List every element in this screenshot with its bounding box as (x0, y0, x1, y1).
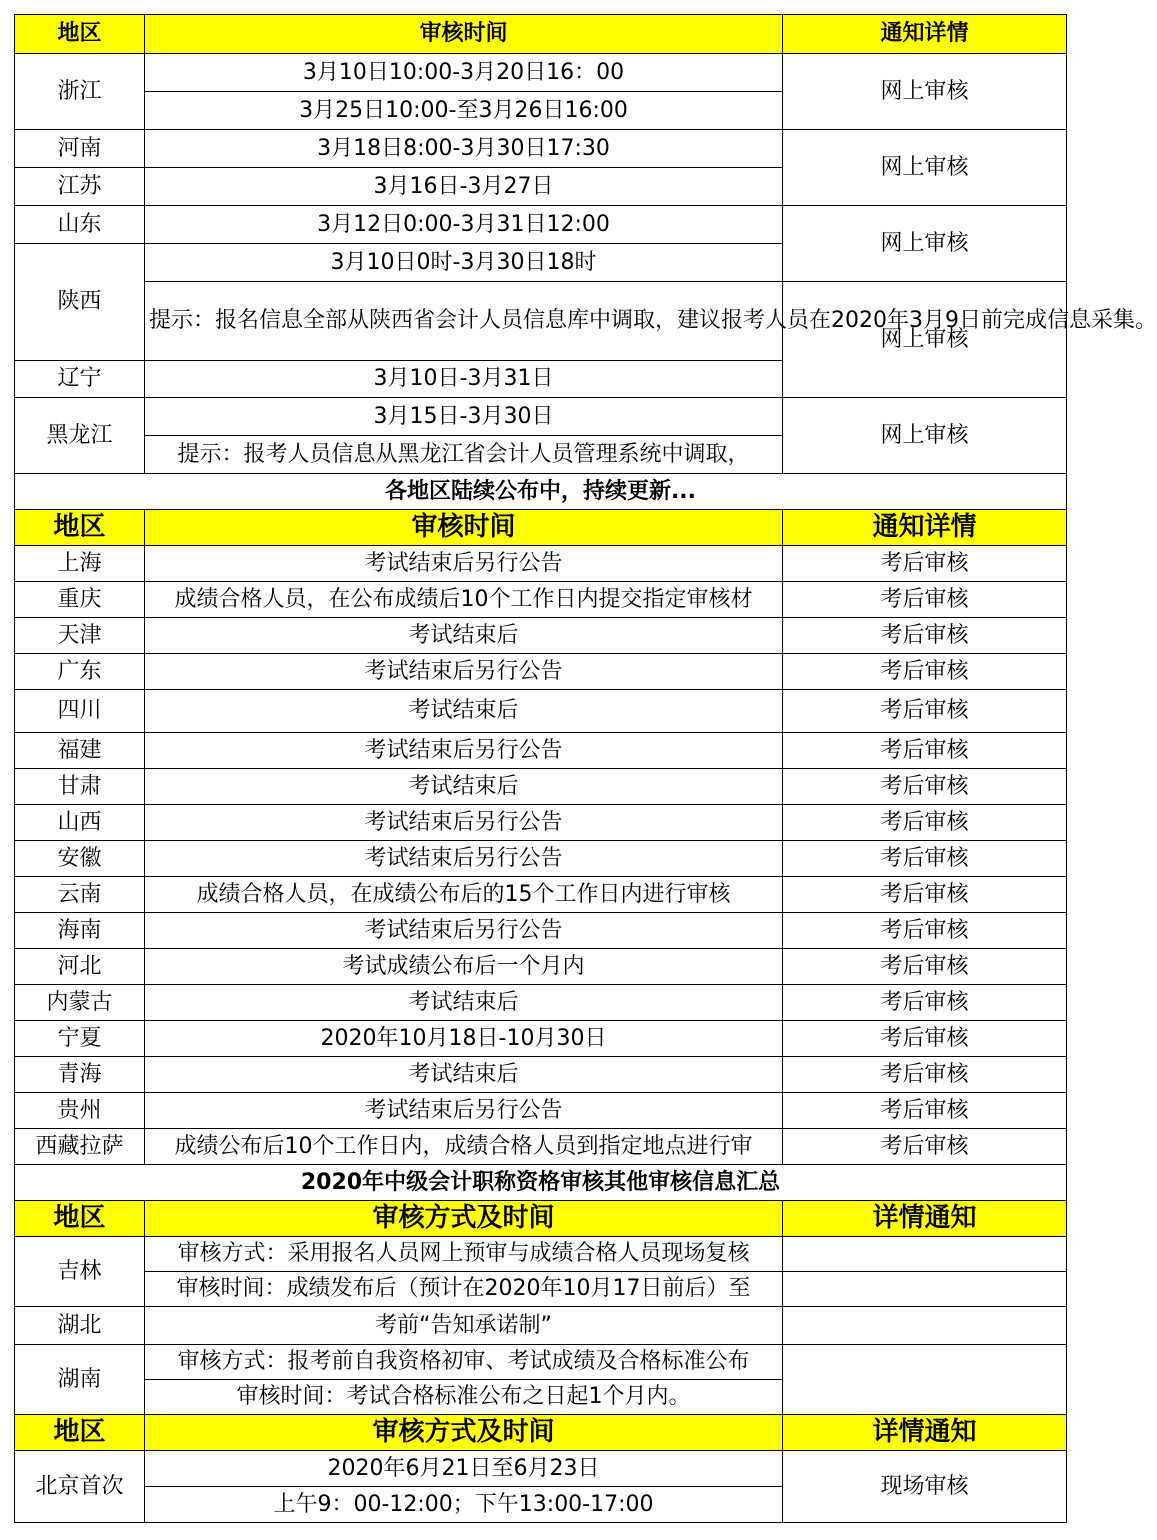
region-cell: 辽宁 (15, 361, 145, 398)
col-header-region: 地区 (15, 15, 145, 54)
notice-cell: 考后审核 (783, 949, 1067, 985)
table-row (15, 1093, 1067, 1129)
region-cell: 福建 (15, 733, 145, 769)
tip-cell: 提示：报名信息全部从陕西省会计人员信息库中调取，建议报考人员在2020年3月9日前完成信息采集。 (145, 282, 783, 361)
region-cell: 贵州 (15, 1093, 145, 1129)
notice-cell: 网上审核 (783, 206, 1067, 282)
region-cell: 内蒙古 (15, 985, 145, 1021)
region-cell: 黑龙江 (15, 398, 145, 474)
section-row (15, 1165, 1067, 1201)
method-cell: 审核方式：报考前自我资格初审、考试成绩及合格标准公布 (145, 1345, 783, 1380)
time-cell: 成绩合格人员，在公布成绩后10个工作日内提交指定审核材 (145, 582, 783, 618)
table-row (15, 546, 1067, 582)
table-row (15, 1307, 1067, 1345)
region-cell: 安徽 (15, 841, 145, 877)
section-title: 各地区陆续公布中，持续更新... (15, 474, 1067, 510)
notice-cell: 考后审核 (783, 546, 1067, 582)
table-row (15, 282, 1067, 361)
header-row (15, 510, 1067, 546)
table-row (15, 733, 1067, 769)
notice-cell: 现场审核 (783, 1451, 1067, 1523)
region-cell: 上海 (15, 546, 145, 582)
time-cell: 考试结束后另行公告 (145, 654, 783, 690)
notice-cell: 考后审核 (783, 1093, 1067, 1129)
notice-cell: 考后审核 (783, 841, 1067, 877)
table-row (15, 985, 1067, 1021)
tip-cell: 提示：报考人员信息从黑龙江省会计人员管理系统中调取， (145, 436, 783, 474)
region-cell: 山西 (15, 805, 145, 841)
table-row (15, 1272, 1067, 1307)
notice-cell: 考后审核 (783, 618, 1067, 654)
table-row (15, 618, 1067, 654)
table-row (15, 769, 1067, 805)
notice-cell: 考后审核 (783, 690, 1067, 733)
region-cell: 陕西 (15, 244, 145, 361)
col-header-time: 审核方式及时间 (145, 1415, 783, 1451)
table-row (15, 130, 1067, 168)
time-cell: 考试结束后 (145, 769, 783, 805)
table-row (15, 398, 1067, 436)
method-cell: 考前“告知承诺制” (145, 1307, 783, 1345)
audit-info-table (14, 14, 1157, 1523)
time-cell: 3月18日8:00-3月30日17:30 (145, 130, 783, 168)
notice-cell (783, 1307, 1067, 1345)
notice-cell: 网上审核 (783, 54, 1067, 130)
region-cell: 吉林 (15, 1237, 145, 1307)
notice-cell: 考后审核 (783, 769, 1067, 805)
region-cell: 云南 (15, 877, 145, 913)
table-row (15, 654, 1067, 690)
notice-cell: 考后审核 (783, 654, 1067, 690)
notice-cell: 网上审核 (783, 130, 1067, 206)
col-header-notice: 通知详情 (783, 15, 1067, 54)
col-header-region: 地区 (15, 1415, 145, 1451)
notice-cell: 考后审核 (783, 877, 1067, 913)
table-row (15, 841, 1067, 877)
table-row (15, 805, 1067, 841)
notice-cell: 考后审核 (783, 582, 1067, 618)
col-header-region: 地区 (15, 1201, 145, 1237)
time-cell: 考试结束后 (145, 1057, 783, 1093)
table-row (15, 1451, 1067, 1487)
col-header-notice: 详情通知 (783, 1415, 1067, 1451)
time-cell: 成绩合格人员，在成绩公布后的15个工作日内进行审核 (145, 877, 783, 913)
table-row (15, 1237, 1067, 1272)
section-title: 2020年中级会计职称资格审核其他审核信息汇总 (15, 1165, 1067, 1201)
time-cell: 3月10日-3月31日 (145, 361, 783, 398)
time-cell: 3月25日10:00-至3月26日16:00 (145, 92, 783, 130)
col-header-time: 审核方式及时间 (145, 1201, 783, 1237)
region-cell: 广东 (15, 654, 145, 690)
notice-cell: 考后审核 (783, 1129, 1067, 1165)
notice-cell: 考后审核 (783, 1021, 1067, 1057)
col-header-region: 地区 (15, 510, 145, 546)
notice-cell (783, 1345, 1067, 1415)
time-cell: 成绩公布后10个工作日内，成绩合格人员到指定地点进行审 (145, 1129, 783, 1165)
time-cell: 考试结束后 (145, 618, 783, 654)
table-row (15, 690, 1067, 733)
col-header-notice: 通知详情 (783, 510, 1067, 546)
time-cell: 考试结束后 (145, 690, 783, 733)
table-row (15, 877, 1067, 913)
col-header-time: 审核时间 (145, 510, 783, 546)
notice-cell: 考后审核 (783, 913, 1067, 949)
method-cell: 审核方式：采用报名人员网上预审与成绩合格人员现场复核 (145, 1237, 783, 1272)
table-row (15, 206, 1067, 244)
time-cell: 考试结束后另行公告 (145, 546, 783, 582)
time-cell: 考试结束后另行公告 (145, 841, 783, 877)
notice-cell: 网上审核 (783, 398, 1067, 474)
time-cell: 考试结束后 (145, 985, 783, 1021)
time-cell: 考试结束后另行公告 (145, 913, 783, 949)
time-cell: 3月10日10:00-3月20日16：00 (145, 54, 783, 92)
method-cell: 2020年6月21日至6月23日 (145, 1451, 783, 1487)
method-cell: 审核时间：考试合格标准公布之日起1个月内。 (145, 1380, 783, 1415)
table-row (15, 913, 1067, 949)
table-row (15, 1129, 1067, 1165)
col-header-notice: 详情通知 (783, 1201, 1067, 1237)
region-cell: 湖南 (15, 1345, 145, 1415)
table-row (15, 582, 1067, 618)
section-row (15, 474, 1067, 510)
table-row (15, 1345, 1067, 1380)
time-cell: 3月16日-3月27日 (145, 168, 783, 206)
region-cell: 河南 (15, 130, 145, 168)
region-cell: 浙江 (15, 54, 145, 130)
table-row (15, 1057, 1067, 1093)
table-row (15, 949, 1067, 985)
table-row (15, 54, 1067, 92)
region-cell: 海南 (15, 913, 145, 949)
region-cell: 重庆 (15, 582, 145, 618)
header-row (15, 1201, 1067, 1237)
region-cell: 青海 (15, 1057, 145, 1093)
method-cell: 审核时间：成绩发布后（预计在2020年10月17日前后）至 (145, 1272, 783, 1307)
time-cell: 3月15日-3月30日 (145, 398, 783, 436)
header-row (15, 15, 1067, 54)
notice-cell: 考后审核 (783, 985, 1067, 1021)
notice-cell (783, 1272, 1067, 1307)
table-row (15, 1021, 1067, 1057)
notice-cell: 网上审核 (783, 282, 1067, 398)
time-cell: 3月10日0时-3月30日18时 (145, 244, 783, 282)
region-cell: 江苏 (15, 168, 145, 206)
time-cell: 考试结束后另行公告 (145, 1093, 783, 1129)
time-cell: 2020年10月18日-10月30日 (145, 1021, 783, 1057)
time-cell: 考试结束后另行公告 (145, 805, 783, 841)
region-cell: 湖北 (15, 1307, 145, 1345)
notice-cell: 考后审核 (783, 733, 1067, 769)
col-header-time: 审核时间 (145, 15, 783, 54)
region-cell: 宁夏 (15, 1021, 145, 1057)
notice-cell: 考后审核 (783, 805, 1067, 841)
time-cell: 考试结束后另行公告 (145, 733, 783, 769)
notice-cell (783, 1237, 1067, 1272)
region-cell: 四川 (15, 690, 145, 733)
region-cell: 甘肃 (15, 769, 145, 805)
region-cell: 天津 (15, 618, 145, 654)
notice-cell: 考后审核 (783, 1057, 1067, 1093)
region-cell: 北京首次 (15, 1451, 145, 1523)
method-cell: 上午9：00-12:00；下午13:00-17:00 (145, 1487, 783, 1523)
header-row (15, 1415, 1067, 1451)
region-cell: 河北 (15, 949, 145, 985)
region-cell: 山东 (15, 206, 145, 244)
time-cell: 3月12日0:00-3月31日12:00 (145, 206, 783, 244)
time-cell: 考试成绩公布后一个月内 (145, 949, 783, 985)
region-cell: 西藏拉萨 (15, 1129, 145, 1165)
